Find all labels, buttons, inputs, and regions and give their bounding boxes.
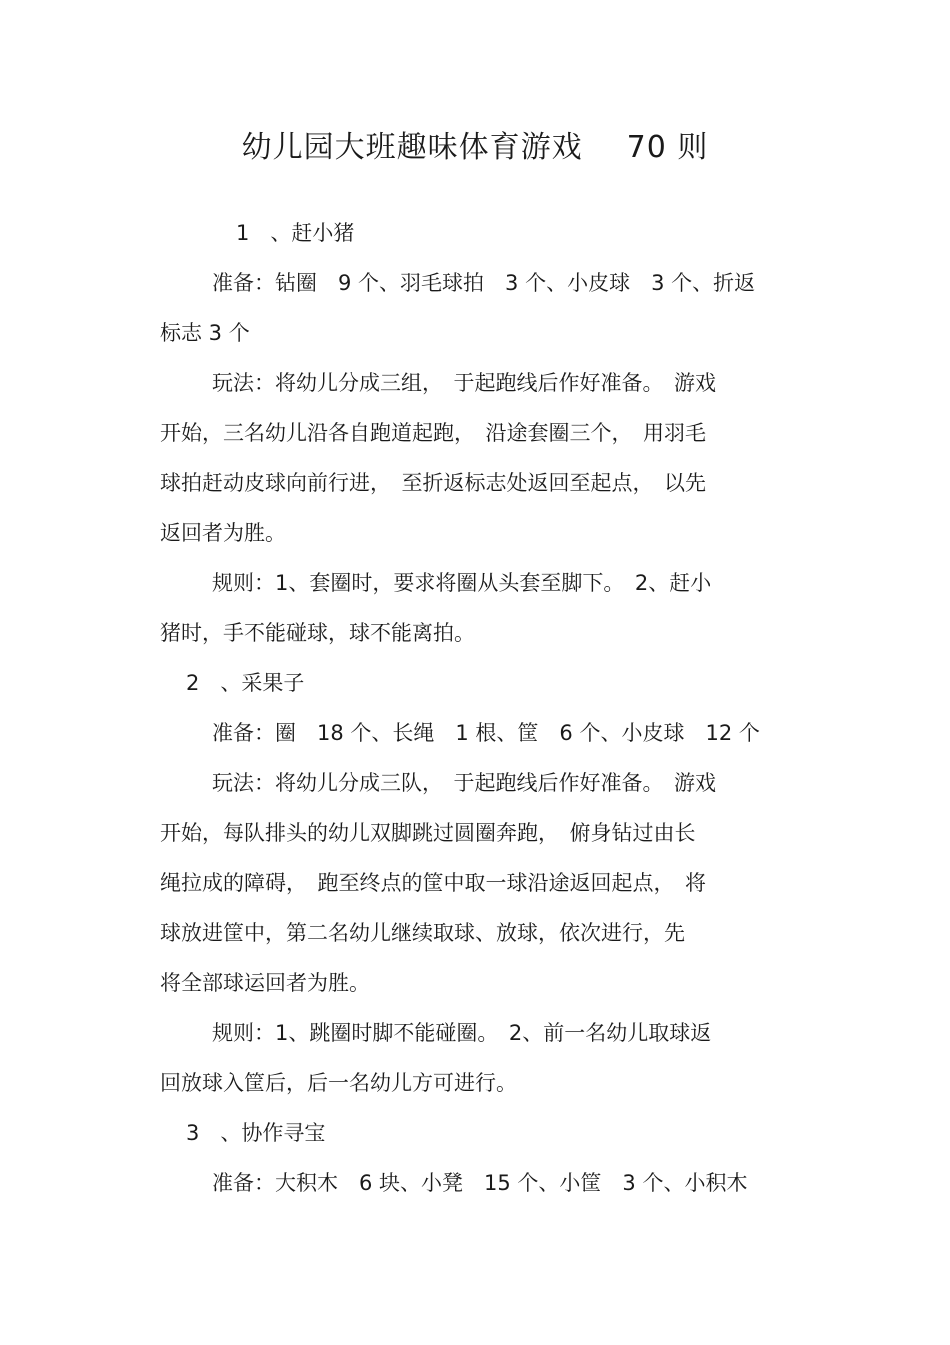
- text-line: 标志 3 个: [160, 321, 250, 345]
- text-line: 猪时，手不能碰球，球不能离拍。: [160, 621, 475, 645]
- section-heading-3: 3 、协作寻宝: [186, 1121, 326, 1145]
- text-line: 球放进筐中，第二名幼儿继续取球、放球，依次进行，先: [160, 921, 685, 945]
- text-line: 准备：大积木 6 块、小凳 15 个、小筐 3 个、小积木: [212, 1171, 748, 1195]
- text-line: 回放球入筐后，后一名幼儿方可进行。: [160, 1071, 517, 1095]
- text-line: 开始，三名幼儿沿各自跑道起跑， 沿途套圈三个， 用羽毛: [160, 421, 706, 445]
- text-line: 返回者为胜。: [160, 521, 286, 545]
- section-heading-2: 2 、采果子: [186, 671, 305, 695]
- title-main: 幼儿园大班趣味体育游戏: [241, 130, 583, 165]
- text-line: 准备：圈 18 个、长绳 1 根、筐 6 个、小皮球 12 个: [212, 721, 760, 745]
- title-number: 70 则: [626, 130, 709, 165]
- document-title: [0, 128, 950, 168]
- text-line: 开始，每队排头的幼儿双脚跳过圆圈奔跑， 俯身钻过由长: [160, 821, 696, 845]
- text-line: 玩法：将幼儿分成三队， 于起跑线后作好准备。 游戏: [212, 771, 716, 795]
- text-line: 规则：1、跳圈时脚不能碰圈。 2、前一名幼儿取球返: [212, 1021, 712, 1045]
- text-line: 将全部球运回者为胜。: [160, 971, 370, 995]
- text-line: 绳拉成的障碍， 跑至终点的筐中取一球沿途返回起点， 将: [160, 871, 706, 895]
- text-line: 玩法：将幼儿分成三组， 于起跑线后作好准备。 游戏: [212, 371, 716, 395]
- section-heading-1: 1 、赶小猪: [236, 221, 355, 245]
- text-line: 规则：1、套圈时，要求将圈从头套至脚下。 2、赶小: [212, 571, 712, 595]
- text-line: 准备：钻圈 9 个、羽毛球拍 3 个、小皮球 3 个、折返: [212, 271, 756, 295]
- text-line: 球拍赶动皮球向前行进， 至折返标志处返回至起点， 以先: [160, 471, 706, 495]
